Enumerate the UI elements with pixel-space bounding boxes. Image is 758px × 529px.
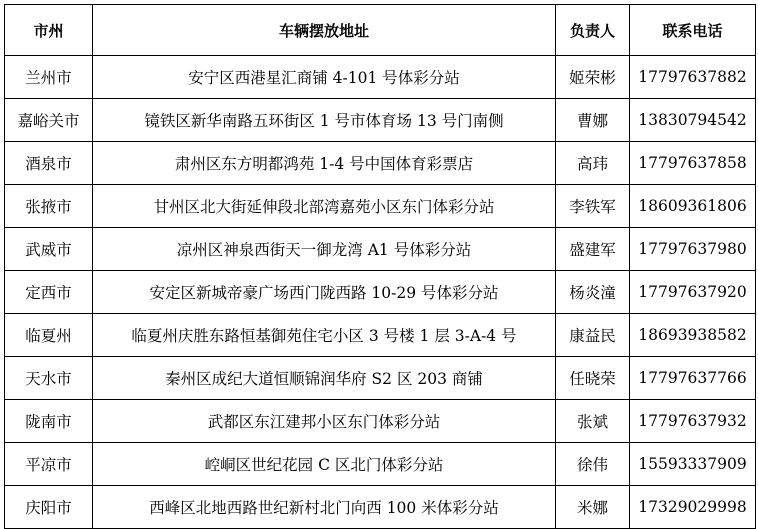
cell-city: 酒泉市 — [5, 142, 93, 185]
cell-phone: 13830794542 — [630, 99, 756, 142]
table-header — [5, 5, 756, 56]
cell-address: 凉州区神泉西街天一御龙湾 A1 号体彩分站 — [93, 228, 556, 271]
cell-city: 定西市 — [5, 271, 93, 314]
cell-address: 镜铁区新华南路五环街区 1 号市体育场 13 号门南侧 — [93, 99, 556, 142]
cell-phone: 17797637980 — [630, 228, 756, 271]
cell-city: 嘉峪关市 — [5, 99, 93, 142]
cell-person: 杨炎潼 — [556, 271, 630, 314]
table-row — [5, 357, 756, 400]
cell-address: 肃州区东方明都鸿苑 1-4 号中国体育彩票店 — [93, 142, 556, 185]
table-row — [5, 56, 756, 99]
table-row — [5, 271, 756, 314]
cell-person: 徐伟 — [556, 443, 630, 486]
header-phone: 联系电话 — [630, 5, 756, 56]
table-row — [5, 185, 756, 228]
vehicle-location-table — [4, 4, 756, 529]
table-row — [5, 228, 756, 271]
table-body — [5, 56, 756, 529]
cell-city: 张掖市 — [5, 185, 93, 228]
cell-phone: 17797637766 — [630, 357, 756, 400]
cell-person: 任晓荣 — [556, 357, 630, 400]
cell-person: 高玮 — [556, 142, 630, 185]
table-row — [5, 400, 756, 443]
cell-phone: 17797637920 — [630, 271, 756, 314]
header-city: 市州 — [5, 5, 93, 56]
cell-city: 平凉市 — [5, 443, 93, 486]
cell-address: 临夏州庆胜东路恒基御苑住宅小区 3 号楼 1 层 3-A-4 号 — [93, 314, 556, 357]
cell-phone: 17329029998 — [630, 486, 756, 529]
cell-city: 庆阳市 — [5, 486, 93, 529]
cell-phone: 15593337909 — [630, 443, 756, 486]
cell-phone: 17797637932 — [630, 400, 756, 443]
cell-person: 米娜 — [556, 486, 630, 529]
header-row — [5, 5, 756, 56]
table-row — [5, 142, 756, 185]
table-row — [5, 486, 756, 529]
cell-city: 兰州市 — [5, 56, 93, 99]
cell-phone: 17797637858 — [630, 142, 756, 185]
cell-city: 天水市 — [5, 357, 93, 400]
header-address: 车辆摆放地址 — [93, 5, 556, 56]
cell-person: 康益民 — [556, 314, 630, 357]
cell-person: 李铁军 — [556, 185, 630, 228]
cell-address: 安定区新城帝豪广场西门陇西路 10-29 号体彩分站 — [93, 271, 556, 314]
cell-address: 甘州区北大街延伸段北部湾嘉苑小区东门体彩分站 — [93, 185, 556, 228]
header-person: 负责人 — [556, 5, 630, 56]
cell-city: 陇南市 — [5, 400, 93, 443]
cell-city: 武威市 — [5, 228, 93, 271]
table-row — [5, 443, 756, 486]
cell-address: 武都区东江建邦小区东门体彩分站 — [93, 400, 556, 443]
cell-address: 崆峒区世纪花园 C 区北门体彩分站 — [93, 443, 556, 486]
table-row — [5, 99, 756, 142]
cell-person: 张斌 — [556, 400, 630, 443]
table-row — [5, 314, 756, 357]
cell-phone: 17797637882 — [630, 56, 756, 99]
cell-person: 曹娜 — [556, 99, 630, 142]
cell-phone: 18693938582 — [630, 314, 756, 357]
cell-person: 盛建军 — [556, 228, 630, 271]
cell-person: 姬荣彬 — [556, 56, 630, 99]
cell-address: 秦州区成纪大道恒顺锦润华府 S2 区 203 商铺 — [93, 357, 556, 400]
cell-address: 安宁区西港星汇商铺 4-101 号体彩分站 — [93, 56, 556, 99]
cell-address: 西峰区北地西路世纪新村北门向西 100 米体彩分站 — [93, 486, 556, 529]
cell-city: 临夏州 — [5, 314, 93, 357]
cell-phone: 18609361806 — [630, 185, 756, 228]
